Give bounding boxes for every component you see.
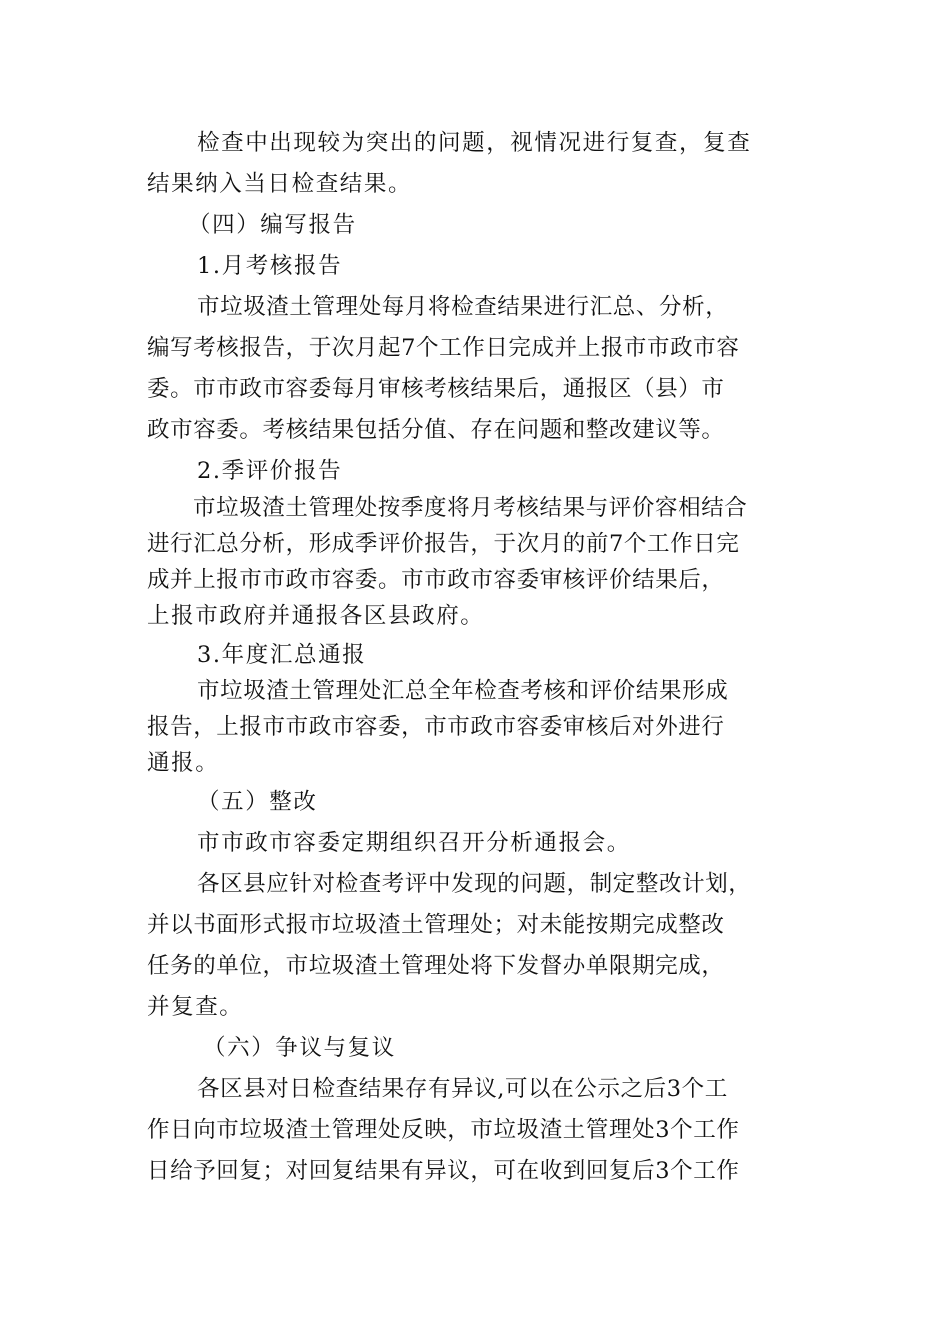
section-heading-4: （四）编写报告 [188, 212, 357, 238]
body-text-line: 作日向市垃圾渣土管理处反映，市垃圾渣土管理处3个工作 [147, 1117, 740, 1143]
body-text-line: 并以书面形式报市垃圾渣土管理处；对未能按期完成整改 [147, 912, 725, 938]
body-text-line: 通报。 [147, 750, 220, 776]
subheading-annual-report: 3.年度汇总通报 [197, 642, 367, 668]
body-text-line: 编写考核报告，于次月起7个工作日完成并上报市市政市容 [147, 335, 740, 361]
body-text-line: 并复查。 [147, 994, 244, 1020]
body-text-line: 政市容委。考核结果包括分值、存在问题和整改建议等。 [147, 417, 725, 443]
body-text-line: 上报市政府并通报各区县政府。 [147, 603, 485, 629]
body-text-line: 任务的单位，市垃圾渣土管理处将下发督办单限期完成， [147, 953, 725, 979]
section-heading-5: （五）整改 [197, 789, 318, 815]
body-text-line: 检查中出现较为突出的问题，视情况进行复查，复查 [197, 130, 752, 156]
section-heading-6: （六）争议与复议 [203, 1035, 396, 1061]
body-text-line: 进行汇总分析，形成季评价报告，于次月的前7个工作日完 [147, 531, 740, 557]
body-text-line: 市垃圾渣土管理处按季度将月考核结果与评价容相结合 [193, 495, 748, 521]
subheading-quarterly-report: 2.季评价报告 [197, 458, 343, 484]
body-text-line: 报告，上报市市政市容委，市市政市容委审核后对外进行 [147, 714, 725, 740]
body-text-line: 各区县应针对检查考评中发现的问题，制定整改计划， [197, 871, 752, 897]
body-text-line: 成并上报市市政市容委。市市政市容委审核评价结果后， [147, 567, 725, 593]
subheading-monthly-report: 1.月考核报告 [197, 253, 343, 279]
body-text-line: 市市政市容委定期组织召开分析通报会。 [197, 830, 631, 856]
body-text-line: 结果纳入当日检查结果。 [147, 171, 413, 197]
body-text-line: 市垃圾渣土管理处每月将检查结果进行汇总、分析， [197, 294, 729, 320]
body-text-line: 各区县对日检查结果存有异议,可以在公示之后3个工 [197, 1076, 728, 1102]
body-text-line: 市垃圾渣土管理处汇总全年检查考核和评价结果形成 [197, 678, 729, 704]
body-text-line: 日给予回复；对回复结果有异议，可在收到回复后3个工作 [147, 1158, 740, 1184]
body-text-line: 委。市市政市容委每月审核考核结果后，通报区（县）市 [147, 376, 725, 402]
